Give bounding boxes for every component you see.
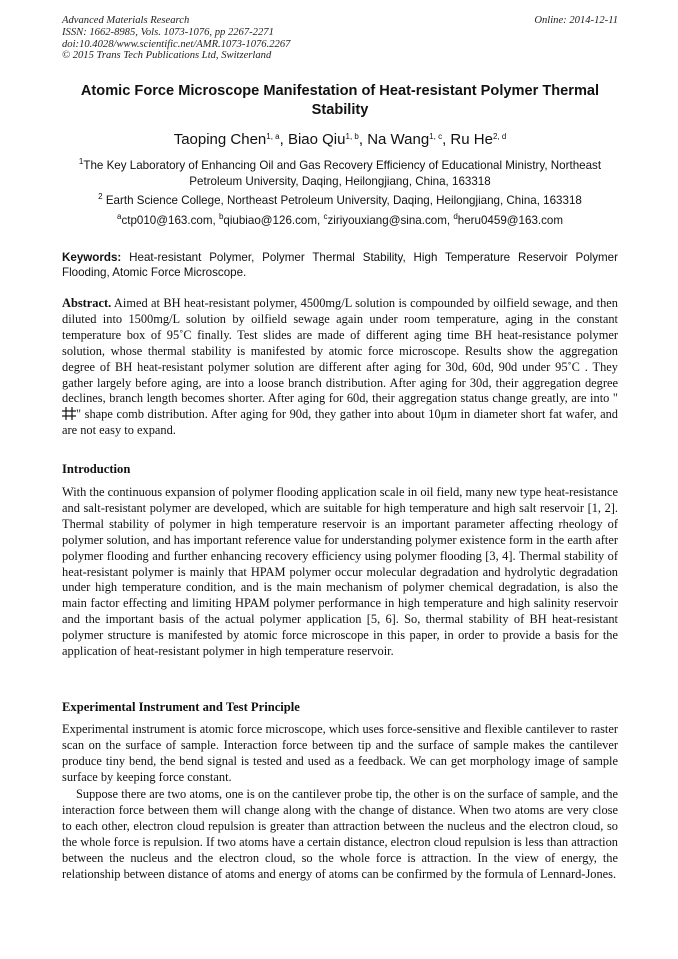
paper-title: Atomic Force Microscope Manifestation of Heat-resistant Polymer Thermal Stability: [80, 83, 600, 118]
abstract-text-part-1: Aimed at BH heat-resistant polymer, 4500mg/L solution is compounded by oilfield sewage, and then diluted into 1500mg/L solution by oilfield sewage again under room temperature, aging in the constant temperature box of 95˚C finally. Test slides are made of different aging time BH heat-resistance polymer solution, whose thermal stability is manifested by atomic force microscope. Results show the aggregation degree of BH heat-resistant polymer solution are different after aging for 30d, 60d, 90d under 95˚C . They gather largely before aging, are into a loose branch distribution. After aging for 30d, their aggregation degree declines, branch length becomes shorter. After aging for 60d, their aggregation status change greatly, are into ": [62, 296, 618, 406]
author-superscript: 2, d: [492, 132, 507, 141]
author-list: Taoping Chen$^{1, a}$, Biao Qiu$^{1, b}$, Na Wang$^{1, c}$, Ru He$^{2, d}$: [173, 131, 507, 148]
experimental-paragraph-2: Suppose there are two atoms, one is on the cantilever probe tip, the other is on the surface of sample, and the interaction force between them will change along with the change of distance. When two atoms are very close to each other, electron cloud repulsion is greater than attraction between the nucleus and the electron cloud, so the whole force is repulsion. If two atoms have a certain distance, electron cloud repulsion is less than attraction between the nucleus and the electron cloud, so the whole force is attraction. In the view of energy, the relationship between distance of atoms and energy of atoms can be confirmed by the formula of Lennard-Jones.: [62, 787, 618, 881]
experimental-heading: Experimental Instrument and Test Principle: [62, 700, 300, 714]
affiliation-2: [62, 193, 618, 209]
email-link[interactable]: qiubiao@126.com: [223, 214, 318, 227]
author-name: Taoping Chen: [173, 131, 267, 148]
affiliation-text: Earth Science College, Northeast Petroleum University, Daqing, Heilongjiang, China, 163318: [105, 194, 582, 207]
author-superscript: 1, c: [429, 132, 443, 141]
affiliation-superscript: 1: [78, 157, 84, 166]
issn-line: ISSN: 1662-8985, Vols. 1073-1076, pp 2267-2271: [62, 26, 274, 38]
email-superscript: c: [323, 212, 328, 221]
author-name: Na Wang: [367, 131, 430, 148]
keywords-text: Heat-resistant Polymer, Polymer Thermal Stability, High Temperature Reservoir Polymer Flooding, Atomic Force Microscope.: [62, 251, 618, 279]
abstract-text-part-2: " shape comb distribution. After aging for 90d, they gather into about 10μm in diameter short fat wafer, and are not easy to expand.: [62, 407, 618, 438]
keywords: [62, 250, 618, 280]
journal-name: Advanced Materials Research: [62, 15, 190, 26]
email-link[interactable]: ctp010@163.com: [121, 214, 213, 227]
online-date: Online: 2014-12-11: [534, 15, 618, 26]
keywords-label: Keywords:: [62, 251, 122, 264]
email-superscript: d: [453, 212, 458, 221]
email-superscript: b: [218, 212, 224, 221]
author-superscript: 1, b: [345, 132, 359, 141]
journal-header: [62, 15, 618, 62]
experimental-paragraph-1: Experimental instrument is atomic force microscope, which uses force-sensitive and flexible cantilever to raster scan on the surface of sample. Interaction force between tip and the surface of sample makes the cantilever produce tiny bend, the bend signal is tested and used as a feedback. We can get morphology image of sample surface by keeping force constant.: [62, 722, 618, 784]
introduction-heading: Introduction: [62, 462, 131, 476]
author-superscript: 1, a: [266, 132, 280, 141]
author-name: Ru He: [450, 131, 493, 148]
email-link[interactable]: heru0459@163.com: [457, 214, 564, 227]
doi-line: doi:10.4028/www.scientific.net/AMR.1073-1076.2267: [62, 38, 291, 50]
author-name: Biao Qiu: [287, 131, 346, 148]
abstract-label: Abstract.: [62, 296, 112, 310]
copyright-line: © 2015 Trans Tech Publications Ltd, Switzerland: [62, 50, 272, 62]
email-superscript: a: [116, 212, 122, 221]
affiliation-superscript: 2: [98, 192, 103, 201]
comb-shape-icon: [62, 407, 76, 420]
affiliation-text: The Key Laboratory of Enhancing Oil and Gas Recovery Efficiency of Educational Ministry, Northeast Petroleum University, Daqing, Heilongjiang, China, 163318: [83, 159, 602, 188]
introduction-paragraph: With the continuous expansion of polymer flooding application scale in oil field, many new type heat-resistance and salt-resistant polymer are developed, which are suitable for high temperature and high salt reservoir [1, 2]. Thermal stability of polymer in high temperature reservoir is an important parameter affecting rheology of polymer solution, and has important reference value for understanding polymer existence form in the earth after polymer flooding and further enhancing recovery efficiency using polymer flooding [3, 4]. Thermal stability of heat-resistant polymer is mainly that HPAM polymer occur molecular degradation and hydrolytic degradation under high temperature condition, and is the main mechanism of polymer chemical degradation, is also the main factor effecting and limiting HPAM polymer performance in high temperature and high salinity reservoir and the important basis of the actual polymer application [5, 6]. So, thermal stability of BH heat-resistant polymer structure is manifested by atomic force microscope in this paper, in order to provide a basis for the application of heat-resistant polymer in high temperature reservoir.: [62, 485, 618, 659]
author-emails: $^a$ctp010@163.com, $^b$qiubiao@126.com, $^c$ziriyouxiang@sina.com, $^d$heru0459@163.com: [116, 212, 564, 227]
email-link[interactable]: ziriyouxiang@sina.com: [327, 214, 447, 227]
affiliation-1: [62, 158, 618, 190]
abstract: [62, 296, 618, 439]
